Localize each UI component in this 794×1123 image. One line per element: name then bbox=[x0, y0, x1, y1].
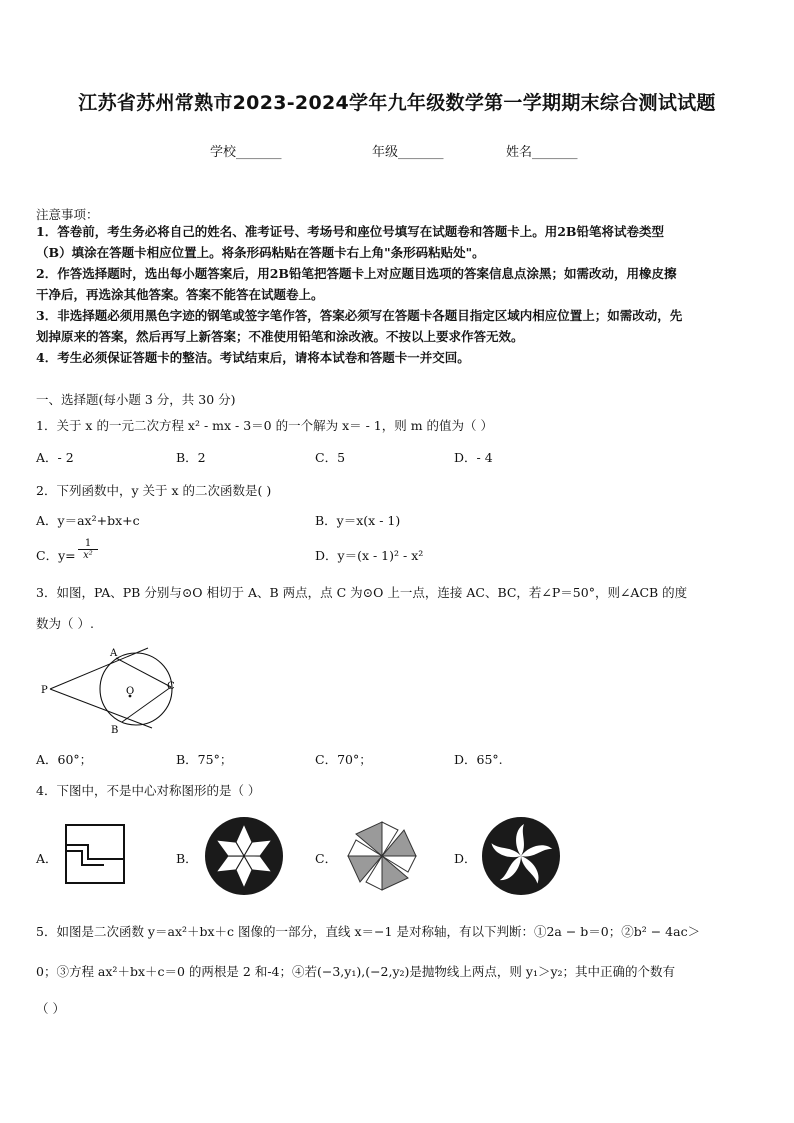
page-title: 江苏省苏州常熟市2023-2024学年九年级数学第一学期期末综合测试试题 bbox=[78, 92, 716, 114]
q1-option-c: C．5 bbox=[315, 450, 346, 465]
question-2: 2．下列函数中，y 关于 x 的二次函数是( ) bbox=[36, 483, 272, 498]
q2-option-d: D．y＝(x - 1)² - x² bbox=[315, 548, 424, 563]
section-heading: 一、选择题(每小题 3 分，共 30 分) bbox=[36, 392, 236, 407]
note-line: 2．作答选择题时，选出每小题答案后，用2B铅笔把答题卡上对应题目选项的答案信息点涂黑；如需改动，用橡皮擦 bbox=[36, 266, 677, 281]
question-5-line-3: （ ） bbox=[36, 1001, 65, 1016]
q4-option-a: A． bbox=[36, 851, 58, 866]
note-line: 3．非选择题必须用黑色字迹的钢笔或签字笔作答，答案必须写在答题卡各题目指定区域内相应位置上；如需改动，先 bbox=[36, 308, 683, 323]
question-5-line-1: 5．如图是二次函数 y＝ax²＋bx＋c 图像的一部分，直线 x＝−1 是对称轴，有以下判断：①2a − b＝0；②b² − 4ac＞ bbox=[36, 924, 701, 939]
label-b: B bbox=[111, 725, 119, 736]
q3-option-d: D．65°. bbox=[454, 752, 503, 767]
q3-option-a: A．60°； bbox=[36, 752, 93, 767]
q3-option-b: B．75°； bbox=[176, 752, 233, 767]
q2-option-c: C．y= bbox=[36, 548, 76, 563]
note-line: 1．答卷前，考生务必将自己的姓名、准考证号、考场号和座位号填写在试题卷和答题卡上。用2B铅笔将试卷类型 bbox=[36, 224, 664, 239]
label-p: P bbox=[41, 685, 48, 696]
q4-figure-d-flower bbox=[480, 816, 562, 896]
q4-figure-a-blocks bbox=[64, 823, 128, 887]
q1-option-b: B．2 bbox=[176, 450, 206, 465]
q4-figure-b-star bbox=[204, 816, 284, 896]
q2-option-a: A．y＝ax²+bx+c bbox=[36, 513, 140, 528]
q4-option-b: B． bbox=[176, 851, 198, 866]
q1-option-a: A．- 2 bbox=[36, 450, 74, 465]
note-line: 干净后，再选涂其他答案。答案不能答在试题卷上。 bbox=[36, 287, 324, 302]
label-o: O bbox=[126, 686, 135, 697]
q1-option-d: D．- 4 bbox=[454, 450, 493, 465]
q3-option-c: C．70°； bbox=[315, 752, 372, 767]
q2-option-b: B．y＝x(x - 1) bbox=[315, 513, 401, 528]
note-line: 划掉原来的答案，然后再写上新答案；不准使用铅笔和涂改液。不按以上要求作答无效。 bbox=[36, 329, 524, 344]
q2-fraction bbox=[78, 538, 98, 561]
q2-fraction-denominator: x² bbox=[83, 550, 93, 561]
note-line: 4．考生必须保证答题卡的整洁。考试结束后，请将本试卷和答题卡一并交回。 bbox=[36, 350, 470, 365]
tangent-pa bbox=[50, 648, 148, 689]
q4-option-c: C． bbox=[315, 851, 338, 866]
q2-fraction-numerator: 1 bbox=[84, 538, 92, 549]
grade-field: 年级_______ bbox=[372, 145, 444, 160]
segment-ac bbox=[116, 658, 171, 687]
question-5-line-2: 0；③方程 ax²＋bx＋c＝0 的两根是 2 和-4；④若(−3,y₁),(−2,y₂)是抛物线上两点，则 y₁＞y₂；其中正确的个数有 bbox=[36, 964, 676, 979]
name-field: 姓名_______ bbox=[506, 145, 578, 160]
q3-circle-tangent-figure bbox=[36, 642, 196, 742]
question-3-line-2: 数为（ ）. bbox=[36, 616, 94, 631]
label-a: A bbox=[110, 648, 118, 659]
question-4: 4．下图中，不是中心对称图形的是（ ） bbox=[36, 783, 261, 798]
q4-option-d: D． bbox=[454, 851, 477, 866]
question-1: 1．关于 x 的一元二次方程 x² - mx - 3＝0 的一个解为 x＝ - 1，则 m 的值为（ ） bbox=[36, 418, 494, 433]
school-field: 学校_______ bbox=[210, 145, 282, 160]
label-c: C bbox=[167, 681, 175, 692]
question-3-line-1: 3．如图，PA、PB 分别与⊙O 相切于 A、B 两点，点 C 为⊙O 上一点，连接 AC、BC，若∠P＝50°，则∠ACB 的度 bbox=[36, 585, 688, 600]
note-line: （B）填涂在答题卡相应位置上。将条形码粘贴在答题卡右上角"条形码粘贴处"。 bbox=[36, 245, 485, 260]
q4-figure-c-pinwheel bbox=[342, 816, 422, 896]
notes-heading: 注意事项： bbox=[36, 207, 99, 222]
